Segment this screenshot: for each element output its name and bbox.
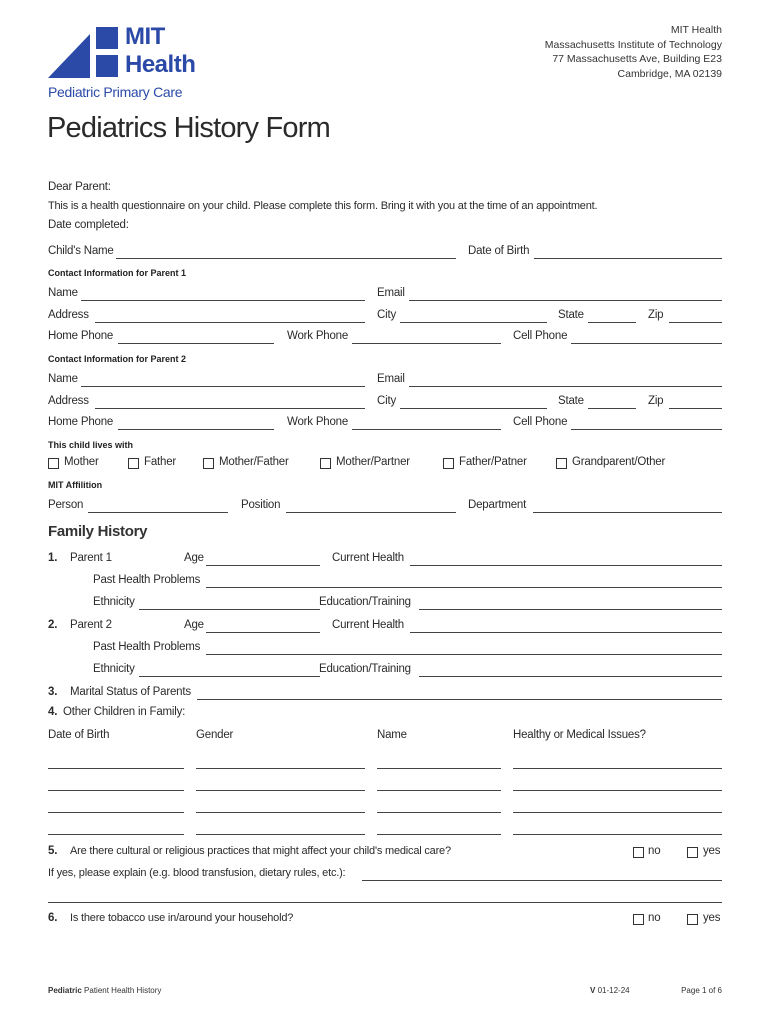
child-gender-cell[interactable] [196,834,365,835]
parent1-work-phone-field[interactable] [352,343,501,344]
parent1-address-field[interactable] [95,322,365,323]
parent2-zip-field[interactable] [669,408,722,409]
child-gender-cell[interactable] [196,768,365,769]
child-dob-label: Date of Birth [468,245,530,257]
parent2-current-health-field[interactable] [410,632,722,633]
child-issues-cell[interactable] [513,834,722,835]
q5-explain-field[interactable] [362,880,722,881]
lives-with-checkbox-father-partner[interactable] [443,458,454,469]
logo-triangle-icon [48,34,90,78]
parent2-cell-phone-field[interactable] [571,429,722,430]
child-dob-cell[interactable] [48,790,184,791]
footer-version-rest: 01-12-24 [597,986,630,995]
logo-square-bottom [96,55,118,77]
q4-label: Other Children in Family: [63,706,186,718]
parent2-current-health-label: Current Health [332,619,404,631]
parent2-age-label: Age [184,619,204,631]
parent2-heading: Contact Information for Parent 2 [48,354,187,364]
q6-yes-checkbox[interactable] [687,914,698,925]
parent2-work-phone-label: Work Phone [287,416,349,428]
parent1-home-phone-label: Home Phone [48,330,114,342]
parent2-ethnicity-field[interactable] [139,676,320,677]
child-dob-cell[interactable] [48,812,184,813]
q5-no-checkbox[interactable] [633,847,644,858]
parent1-cell-phone-label: Cell Phone [513,330,568,342]
lives-with-checkbox-mother[interactable] [48,458,59,469]
parent1-current-health-label: Current Health [332,552,404,564]
parent1-age-field[interactable] [206,565,320,566]
parent1-age-label: Age [184,552,204,564]
logo-health-text: Health [125,51,196,78]
parent2-home-phone-label: Home Phone [48,416,114,428]
parent1-past-problems-label: Past Health Problems [93,574,201,586]
parent1-home-phone-field[interactable] [118,343,274,344]
child-dob-field[interactable] [534,258,722,259]
parent2-cell-phone-label: Cell Phone [513,416,568,428]
q5-yes-label: yes [703,845,721,857]
parent2-email-field[interactable] [409,386,722,387]
child-gender-cell[interactable] [196,812,365,813]
affiliation-heading: MIT Affilition [48,480,103,490]
lives-with-heading: This child lives with [48,440,134,450]
parent2-email-label: Email [377,373,405,385]
parent2-city-label: City [377,395,397,407]
lives-with-checkbox-grandparent-other[interactable] [556,458,567,469]
parent1-address-label: Address [48,309,89,321]
parent1-current-health-field[interactable] [410,565,722,566]
q6-no-checkbox[interactable] [633,914,644,925]
parent1-cell-phone-field[interactable] [571,343,722,344]
instructions: This is a health questionnaire on your child. Please complete this form. Bring it with you at the time of an appointment. [48,200,598,212]
page-title: Pediatrics History Form [47,112,330,144]
child-dob-cell[interactable] [48,834,184,835]
parent1-past-problems-field[interactable] [206,587,722,588]
lives-with-option-label: Mother [64,456,99,468]
parent1-work-phone-label: Work Phone [287,330,349,342]
q1-number: 1. [48,552,58,564]
lives-with-option-label: Father [144,456,177,468]
parent1-name-label: Name [48,287,78,299]
parent2-past-problems-label: Past Health Problems [93,641,201,653]
child-dob-cell[interactable] [48,768,184,769]
affiliation-position-field[interactable] [286,512,456,513]
affiliation-department-field[interactable] [533,512,722,513]
children-col-dob: Date of Birth [48,729,110,741]
footer-version-bold: V [590,986,596,995]
q5-number: 5. [48,845,58,857]
q2-label: Parent 2 [70,619,112,631]
q5-no-label: no [648,845,661,857]
child-name-cell[interactable] [377,768,501,769]
parent2-past-problems-field[interactable] [206,654,722,655]
child-gender-cell[interactable] [196,790,365,791]
parent2-address-field[interactable] [95,408,365,409]
parent2-home-phone-field[interactable] [118,429,274,430]
affiliation-person-field[interactable] [88,512,228,513]
child-issues-cell[interactable] [513,768,722,769]
address-line: Massachusetts Institute of Technology [544,38,722,51]
child-issues-cell[interactable] [513,790,722,791]
parent2-state-field[interactable] [588,408,636,409]
clinic-address [545,23,722,81]
parent2-education-field[interactable] [419,676,722,677]
q5-label: Are there cultural or religious practices that might affect your child's medical care? [70,845,451,857]
q5-explain-label: If yes, please explain (e.g. blood transfusion, dietary rules, etc.): [48,867,346,879]
lives-with-checkbox-father[interactable] [128,458,139,469]
footer-page-number: Page 1 of 6 [681,986,722,995]
parent2-name-field[interactable] [81,386,365,387]
q6-label: Is there tobacco use in/around your household? [70,912,294,924]
child-name-cell[interactable] [377,812,501,813]
parent1-email-label: Email [377,287,405,299]
parent2-age-field[interactable] [206,632,320,633]
parent1-ethnicity-label: Ethnicity [93,596,135,608]
parent1-zip-label: Zip [648,309,664,321]
logo-mit-text: MIT [125,23,165,50]
lives-with-checkbox-mother-father[interactable] [203,458,214,469]
q2-number: 2. [48,619,58,631]
parent2-name-label: Name [48,373,78,385]
affiliation-position-label: Position [241,499,281,511]
greeting: Dear Parent: [48,181,111,193]
marital-status-field[interactable] [197,699,722,700]
lives-with-option-label: Father/Patner [459,456,527,468]
parent2-address-label: Address [48,395,89,407]
logo-subtitle: Pediatric Primary Care [48,84,183,100]
children-col-issues: Healthy or Medical Issues? [513,729,646,741]
address-line: 77 Massachusetts Ave, Building E23 [552,53,722,65]
q6-no-label: no [648,912,661,924]
parent1-zip-field[interactable] [669,322,722,323]
child-name-cell[interactable] [377,790,501,791]
family-history-heading: Family History [48,523,148,540]
children-col-name: Name [377,729,407,741]
childs-name-label: Child's Name [48,245,114,257]
footer-version [590,986,630,995]
q6-yes-label: yes [703,912,721,924]
q5-yes-checkbox[interactable] [687,847,698,858]
affiliation-department-label: Department [468,499,527,511]
child-name-cell[interactable] [377,834,501,835]
parent1-education-field[interactable] [419,609,722,610]
parent2-city-field[interactable] [400,408,547,409]
child-issues-cell[interactable] [513,812,722,813]
address-line: Cambridge, MA 02139 [617,67,722,80]
parent2-zip-label: Zip [648,395,664,407]
q4-number: 4. [48,706,58,718]
footer-doc-rest: Patient Health History [84,986,162,995]
parent1-city-label: City [377,309,397,321]
lives-with-checkbox-mother-partner[interactable] [320,458,331,469]
parent2-ethnicity-label: Ethnicity [93,663,135,675]
parent1-name-field[interactable] [81,300,365,301]
parent1-education-label: Education/Training [319,596,411,608]
q3-number: 3. [48,686,58,698]
q6-number: 6. [48,912,58,924]
address-line: MIT Health [670,24,722,36]
parent2-education-label: Education/Training [319,663,411,675]
date-completed-label: Date completed: [48,219,129,231]
childs-name-field[interactable] [116,258,456,259]
logo-square-top [96,27,118,49]
lives-with-option-label: Mother/Partner [336,456,410,468]
affiliation-person-label: Person [48,499,84,511]
footer-doc-bold: Pediatric [48,986,82,995]
parent1-heading: Contact Information for Parent 1 [48,268,187,278]
parent2-work-phone-field[interactable] [352,429,501,430]
parent1-city-field[interactable] [400,322,547,323]
parent2-state-label: State [558,395,584,407]
lives-with-option-label: Mother/Father [219,456,289,468]
q3-label: Marital Status of Parents [70,686,191,698]
footer-document-name [48,986,161,995]
q1-label: Parent 1 [70,552,112,564]
children-col-gender: Gender [196,729,234,741]
parent1-state-label: State [558,309,584,321]
parent1-state-field[interactable] [588,322,636,323]
q5-explain-field-line2[interactable] [48,902,722,903]
parent1-ethnicity-field[interactable] [139,609,320,610]
parent1-email-field[interactable] [409,300,722,301]
lives-with-option-label: Grandparent/Other [572,456,666,468]
